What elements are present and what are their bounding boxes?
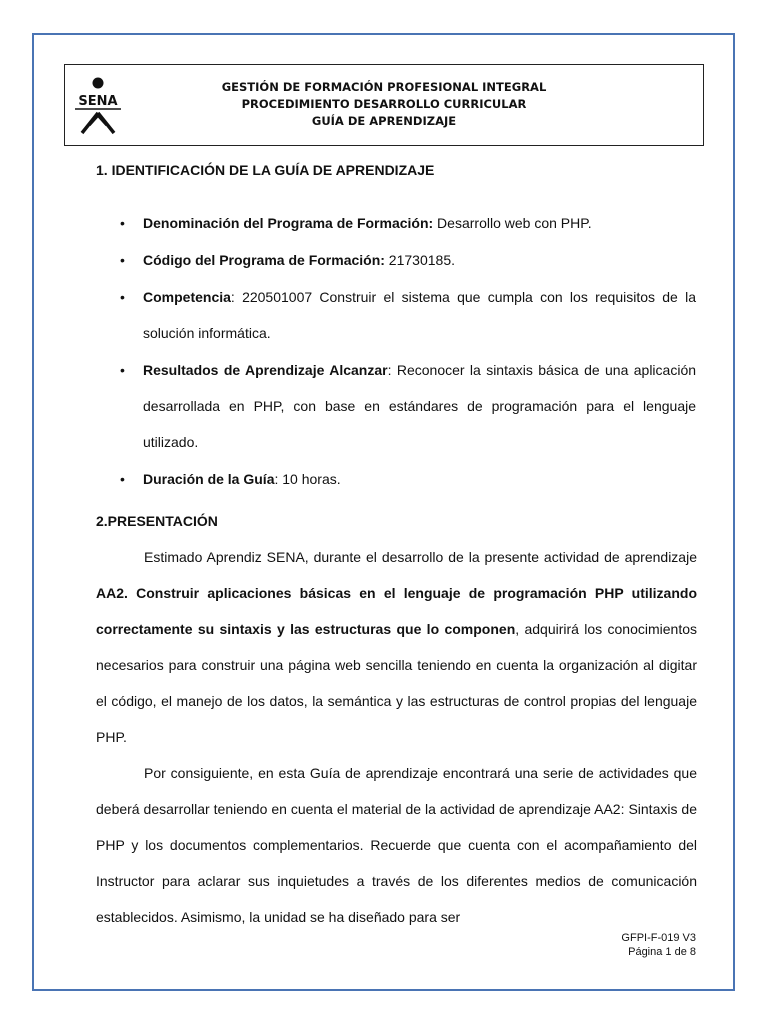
item-label: Denominación del Programa de Formación:	[143, 215, 434, 231]
header-line-1: GESTIÓN DE FORMACIÓN PROFESIONAL INTEGRAL	[221, 80, 547, 94]
item-value: : 10 horas.	[274, 471, 341, 487]
presentation-paragraph-1: Estimado Aprendiz SENA, durante el desarrollo de la presente actividad de aprendizaje AA2. Construir aplicaciones básicas en el lenguaje de programación PHP utilizando correctamente su sintaxis y las estructuras que lo componen, adquirirá los conocimientos necesarios para construir una página web sencilla teniendo en cuenta la organización al digitar el código, el manejo de los datos, la semántica y las estructuras de control propias del lenguaje PHP.	[96, 549, 697, 745]
header-line-2: PROCEDIMIENTO DESARROLLO CURRICULAR	[241, 97, 527, 111]
list-item	[120, 352, 696, 460]
identification-list	[120, 205, 696, 498]
list-item	[120, 279, 696, 351]
item-label: Resultados de Aprendizaje Alcanzar	[143, 362, 388, 378]
item-label: Código del Programa de Formación:	[143, 252, 385, 268]
item-value: : 220501007 Construir el sistema que cumpla con los requisitos de la solución informática.	[143, 289, 696, 341]
header-line-3: GUÍA DE APRENDIZAJE	[311, 114, 457, 128]
item-value: 21730185.	[384, 252, 455, 268]
page-number: Página 1 de 8	[628, 946, 696, 958]
bullet-icon: •	[120, 252, 125, 268]
list-item	[120, 242, 696, 278]
item-value: Desarrollo web con PHP.	[433, 215, 592, 231]
section-1-title: 1. IDENTIFICACIÓN DE LA GUÍA DE APRENDIZAJE	[96, 162, 435, 178]
item-label: Competencia	[143, 289, 231, 305]
bullet-icon: •	[120, 289, 125, 305]
section-2-title: 2.PRESENTACIÓN	[96, 513, 218, 529]
bullet-icon: •	[120, 362, 125, 378]
list-item	[120, 461, 696, 497]
svg-text:SENA: SENA	[78, 94, 118, 109]
bullet-icon: •	[120, 471, 125, 487]
list-item	[120, 205, 696, 241]
document-footer	[621, 931, 696, 959]
bullet-icon: •	[120, 215, 125, 231]
item-label: Duración de la Guía	[143, 471, 275, 487]
item-value: : Reconocer la sintaxis básica de una aplicación desarrollada en PHP, con base en estándares de programación para el lenguaje utilizado.	[143, 362, 697, 450]
document-header	[64, 64, 704, 146]
presentation-paragraph-2: Por consiguiente, en esta Guía de aprendizaje encontrará una serie de actividades que deberá desarrollar teniendo en cuenta el material de la actividad de aprendizaje AA2: Sintaxis de PHP y los documentos complementarios. Recuerde que cuenta con el acompañamiento del Instructor para aclarar sus inquietudes a través de los diferentes medios de comunicación establecidos. Asimismo, la unidad se ha diseñado para ser	[96, 765, 697, 925]
form-code: GFPI-F-019 V3	[621, 932, 696, 944]
